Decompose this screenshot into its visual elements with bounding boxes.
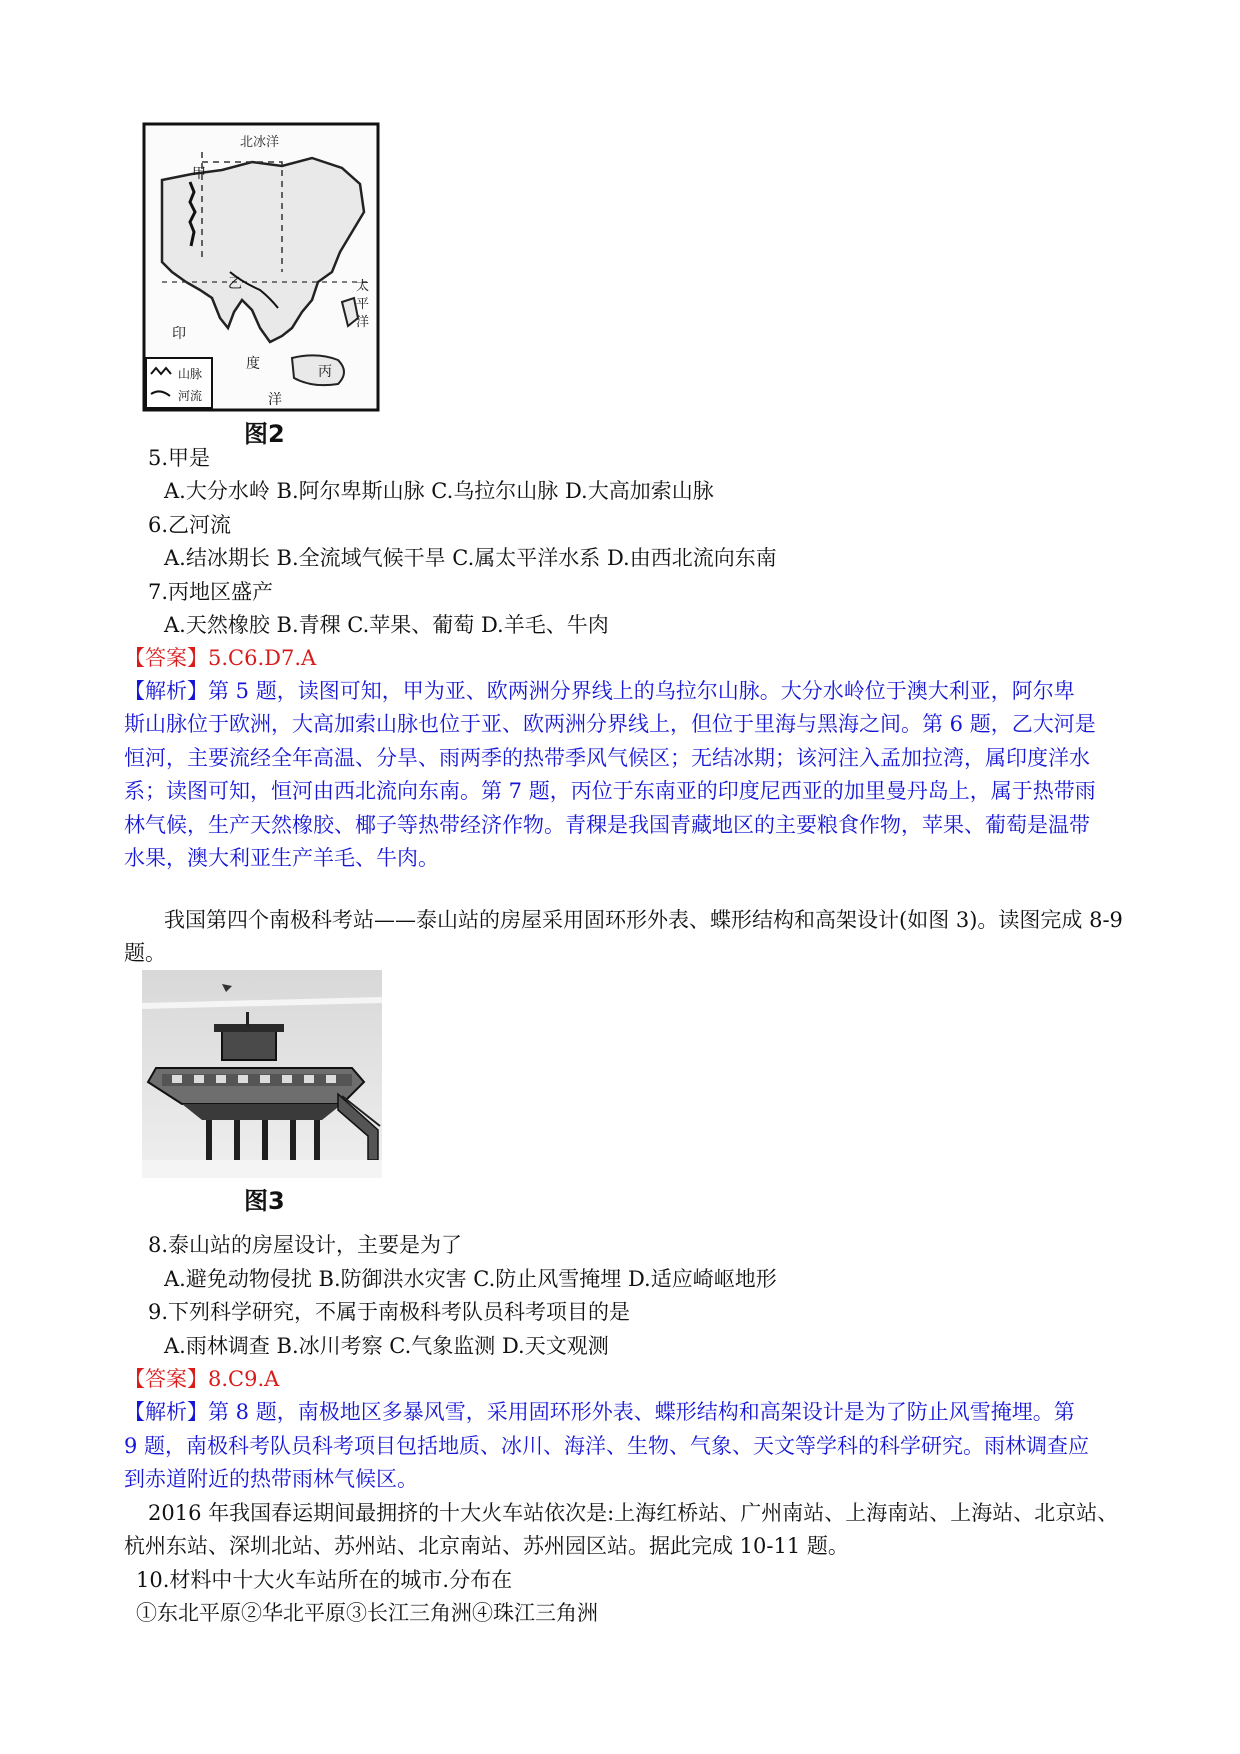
arctic-ocean-label: 北冰洋 (240, 135, 280, 150)
label-pacific-1: 太 (356, 279, 370, 294)
answer-text: 8.C9.A (208, 1367, 280, 1391)
label-india-3: 洋 (268, 392, 282, 408)
taishan-station-photo (142, 970, 382, 1178)
figure3-caption: 图3 (244, 1187, 285, 1215)
analysis-text: 第 8 题，南极地区多暴风雪，采用固环形外表、蝶形结构和高架设计是为了防止风雪掩埋。第 (208, 1400, 1075, 1424)
label-pacific-3: 洋 (356, 315, 370, 330)
analysis-1-line-5: 林气候，生产天然橡胶、椰子等热带经济作物。青稞是我国青藏地区的主要粮食作物，苹果、葡萄是温带 (124, 813, 1090, 837)
analysis-1-line-6: 水果，澳大利亚生产羊毛、牛肉。 (124, 846, 439, 870)
question-6-options: A.结冰期长 B.全流域气候干旱 C.属太平洋水系 D.由西北流向东南 (164, 546, 777, 570)
question-9-stem: 9.下列科学研究，不属于南极科考队员科考项目的是 (148, 1300, 631, 1324)
analysis-text: 第 5 题，读图可知，甲为亚、欧两洲分界线上的乌拉尔山脉。大分水岭位于澳大利亚，阿尔卑 (208, 679, 1075, 703)
answer-tag: 【答案】 (124, 1367, 208, 1391)
legend-river-label: 河流 (178, 389, 203, 403)
label-india-2: 度 (246, 356, 260, 372)
analysis-1-line-1 (124, 676, 1075, 706)
question-10-options: ①东北平原②华北平原③长江三角洲④珠江三角洲 (136, 1601, 598, 1625)
analysis-1-line-2: 斯山脉位于欧洲，大高加索山脉也位于亚、欧两洲分界线上，但位于里海与黑海之间。第 6 题，乙大河是 (124, 712, 1096, 736)
label-pacific-2: 平 (356, 297, 370, 312)
label-jia: 甲 (192, 166, 206, 182)
analysis-2-line-3: 到赤道附近的热带雨林气候区。 (124, 1467, 418, 1491)
station-turret (222, 1030, 276, 1060)
answer-block-2 (124, 1364, 279, 1394)
analysis-tag: 【解析】 (124, 1400, 208, 1424)
answer-block-1 (124, 643, 316, 673)
analysis-2-line-2: 9 题，南极科考队员科考项目包括地质、冰川、海洋、生物、气象、天文等学科的科学研究。雨林调查应 (124, 1434, 1090, 1458)
question-6-stem: 6.乙河流 (148, 513, 232, 537)
question-7-stem: 7.丙地区盛产 (148, 580, 274, 604)
label-india-1: 印 (172, 326, 186, 342)
question-9-options: A.雨林调查 B.冰川考察 C.气象监测 D.天文观测 (164, 1334, 609, 1358)
question-8-options: A.避免动物侵扰 B.防御洪水灾害 C.防止风雪掩埋 D.适应崎岖地形 (164, 1267, 777, 1291)
asia-map-figure (142, 122, 380, 412)
analysis-tag: 【解析】 (124, 679, 208, 703)
intro-10-11-line-2: 杭州东站、深圳北站、苏州站、北京南站、苏州园区站。据此完成 10-11 题。 (124, 1534, 849, 1558)
question-5-options: A.大分水岭 B.阿尔卑斯山脉 C.乌拉尔山脉 D.大高加索山脉 (164, 479, 714, 503)
question-8-stem: 8.泰山站的房屋设计，主要是为了 (148, 1233, 463, 1257)
analysis-1-line-4: 系；读图可知，恒河由西北流向东南。第 7 题，丙位于东南亚的印度尼西亚的加里曼丹岛上，属于热带雨 (124, 779, 1096, 803)
analysis-2-line-1 (124, 1397, 1075, 1427)
legend-mountain-label: 山脉 (178, 367, 203, 381)
question-7-options: A.天然橡胶 B.青稞 C.苹果、葡萄 D.羊毛、牛肉 (164, 613, 609, 637)
question-5-stem: 5.甲是 (148, 446, 211, 470)
answer-text: 5.C6.D7.A (208, 646, 317, 670)
analysis-1-line-3: 恒河，主要流经全年高温、分旱、雨两季的热带季风气候区；无结冰期；该河注入孟加拉湾，属印度洋水 (124, 746, 1090, 770)
question-10-stem: 10.材料中十大火车站所在的城市.分布在 (136, 1568, 513, 1592)
label-yi: 乙 (228, 276, 242, 292)
figure2-caption: 图2 (244, 420, 285, 448)
intro-8-9-line-2: 题。 (124, 941, 166, 965)
label-bing: 丙 (318, 364, 332, 380)
intro-10-11-line-1: 2016 年我国春运期间最拥挤的十大火车站依次是:上海红桥站、广州南站、上海南站、上海站、北京站、 (148, 1501, 1119, 1525)
intro-8-9-line-1: 我国第四个南极科考站——泰山站的房屋采用固环形外表、蝶形结构和高架设计(如图 3)。读图完成 8-9 (164, 908, 1123, 932)
answer-tag: 【答案】 (124, 646, 208, 670)
station-underside (182, 1104, 342, 1120)
